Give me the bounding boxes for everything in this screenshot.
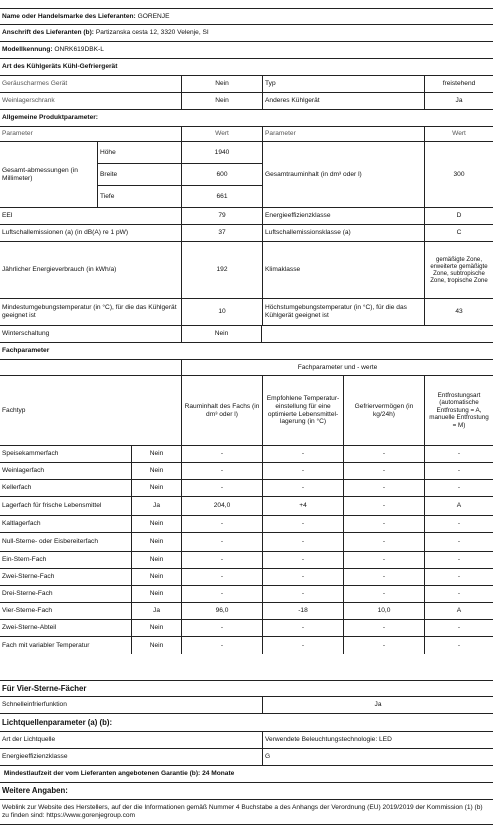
dimension-label: Breite	[97, 164, 181, 185]
type-section-title: Art des Kühlgeräts Kühl-Gefriergerät	[2, 63, 118, 71]
light-type-label: Art der Lichtquelle	[2, 736, 56, 744]
compartment-volume: -	[181, 620, 262, 636]
light-class-value: G	[262, 749, 493, 765]
compartment-volume: -	[181, 480, 262, 496]
compartment-volume: -	[181, 552, 262, 568]
compartment-present: Nein	[131, 480, 181, 496]
further-title: Weitere Angaben:	[2, 786, 68, 796]
eei-row	[0, 207, 493, 224]
compartment-defrost: -	[424, 463, 493, 479]
dimension-row	[97, 185, 262, 207]
compartments-header-row	[0, 375, 493, 445]
general-section-title: Allgemeine Produktparameter:	[2, 114, 99, 122]
value2-header: Wert	[424, 127, 493, 141]
compartment-freeze: -	[343, 586, 424, 602]
climate-label: Klimaklasse	[262, 242, 424, 298]
min-temp-label: Mindestumgebungstemperatur (in °C), für die das Kühlgerät geeignet ist	[2, 304, 177, 319]
compartment-row	[0, 602, 493, 619]
compartment-row	[0, 462, 493, 479]
compartment-volume: -	[181, 569, 262, 585]
value-header: Wert	[181, 127, 262, 141]
compartment-freeze: -	[343, 637, 424, 654]
compartment-row	[0, 496, 493, 515]
compartment-freeze: -	[343, 552, 424, 568]
compartment-present: Ja	[131, 497, 181, 515]
compartment-name: Null-Sterne- oder Eisbereiterfach	[2, 538, 99, 546]
compartment-name: Zwei-Sterne-Abteil	[2, 624, 57, 632]
compartment-defrost: -	[424, 516, 493, 532]
compartment-name: Zwei-Sterne-Fach	[2, 573, 55, 581]
noise-row	[0, 224, 493, 241]
further-text-row	[0, 799, 493, 825]
compartment-temp: -	[262, 480, 343, 496]
light-type-row	[0, 731, 493, 748]
compartment-name: Lagerfach für frische Lebensmittel	[2, 502, 102, 510]
compartment-defrost: A	[424, 497, 493, 515]
light-title-row	[0, 713, 493, 731]
compartment-freeze: 10,0	[343, 603, 424, 619]
compartment-present: Nein	[131, 516, 181, 532]
compartment-present: Nein	[131, 620, 181, 636]
climate-value: gemäßigte Zone, erweiterte gemäßigte Zone, subtropische Zone, tropische Zone	[424, 242, 493, 298]
compartments-title-row	[0, 342, 493, 359]
col-temp-header: Empfohlene Temperatur-einstellung für eine optimierte Lebensmittel-lagerung (in °C)	[262, 376, 343, 445]
compartment-temp: -	[262, 516, 343, 532]
eei-value: 79	[181, 208, 262, 224]
compartment-temp: -	[262, 586, 343, 602]
type-row-value2: Ja	[424, 93, 493, 109]
dimension-row	[97, 141, 262, 163]
dimensions-label: Gesamt-abmessungen (in Millimeter)	[2, 166, 78, 182]
type-row-value2: freistehend	[424, 76, 493, 92]
compartment-row	[0, 445, 493, 462]
light-class-row	[0, 748, 493, 765]
compartment-temp: -	[262, 552, 343, 568]
dimension-value: 661	[181, 186, 262, 207]
compartment-present: Nein	[131, 569, 181, 585]
compartment-row	[0, 619, 493, 636]
supplier-row	[0, 8, 493, 24]
noise-class-label: Luftschallemissionsklasse (a)	[262, 225, 424, 241]
dimension-value: 600	[181, 164, 262, 185]
compartment-temp: -	[262, 463, 343, 479]
winter-row	[0, 325, 493, 342]
four-star-title: Für Vier-Sterne-Fächer	[2, 683, 87, 693]
compartment-name: Fach mit variabler Temperatur	[2, 641, 90, 649]
compartment-present: Nein	[131, 533, 181, 551]
winter-label: Winterschaltung	[2, 330, 50, 338]
compartment-defrost: -	[424, 586, 493, 602]
compartment-freeze: -	[343, 516, 424, 532]
dimension-label: Höhe	[97, 142, 181, 163]
compartment-freeze: -	[343, 446, 424, 462]
compartment-present: Nein	[131, 637, 181, 654]
noise-class-value: C	[424, 225, 493, 241]
type-row-value: Nein	[181, 76, 262, 92]
compartment-defrost: -	[424, 569, 493, 585]
compartment-freeze: -	[343, 569, 424, 585]
type-row-label: Weinlagerschrank	[2, 97, 55, 105]
compartment-defrost: -	[424, 620, 493, 636]
address-value: Partizanska cesta 12, 3320 Velenje, SI	[95, 29, 209, 37]
dimension-value: 1940	[181, 142, 262, 163]
light-title: Lichtquellenparameter (a) (b):	[2, 717, 113, 727]
temperature-row	[0, 298, 493, 325]
compartment-volume: -	[181, 533, 262, 551]
compartment-temp: +4	[262, 497, 343, 515]
compartment-present: Nein	[131, 552, 181, 568]
compartment-name: Weinlagerfach	[2, 467, 45, 475]
energy-class-label: Energieeffizienzklasse	[262, 208, 424, 224]
address-label: Anschrift des Lieferanten (b):	[2, 29, 94, 37]
compartment-row	[0, 532, 493, 551]
compartment-temp: -	[262, 620, 343, 636]
compartment-name: Ein-Stern-Fach	[2, 556, 47, 564]
type-row	[0, 75, 493, 92]
compartment-name: Kaltlagerfach	[2, 520, 41, 528]
eei-label: EEI	[2, 212, 13, 220]
compartments-group-header: Fachparameter und - werte	[181, 360, 493, 375]
type-row-label2: Typ	[262, 76, 424, 92]
compartment-row	[0, 585, 493, 602]
dimension-label: Tiefe	[97, 186, 181, 207]
compartment-name: Drei-Sterne-Fach	[2, 590, 53, 598]
col-volume-header: Rauminhalt des Fachs (in dm³ oder l)	[181, 376, 262, 445]
compartment-present: Ja	[131, 603, 181, 619]
supplier-value: GORENJE	[137, 12, 170, 20]
compartment-row	[0, 515, 493, 532]
model-value: ONRK619DBK-L	[54, 46, 104, 54]
compartment-freeze: -	[343, 620, 424, 636]
compartment-volume: -	[181, 516, 262, 532]
compartment-defrost: -	[424, 533, 493, 551]
compartment-temp: -	[262, 637, 343, 654]
compartment-temp: -	[262, 446, 343, 462]
compartment-present: Nein	[131, 446, 181, 462]
compartment-freeze: -	[343, 480, 424, 496]
further-text: Weblink zur Website des Herstellers, auf der die Informationen gemäß Nummer 4 Buchstabe a des Anhangs der Verordnung (EU) 2019/2019 der Kommission (1) (b) zu finden sind: https://www.gorenjegroup.com	[2, 804, 483, 819]
type-section-title-row	[0, 58, 493, 75]
param2-header: Parameter	[262, 127, 424, 141]
annual-energy-value: 192	[181, 242, 262, 298]
compartment-defrost: A	[424, 603, 493, 619]
compartments-group-row	[0, 359, 493, 375]
annual-energy-label: Jährlicher Energieverbrauch (in kWh/a)	[2, 266, 117, 274]
compartment-present: Nein	[131, 463, 181, 479]
general-header-row	[0, 126, 493, 141]
fast-freeze-row	[0, 696, 493, 713]
further-title-row	[0, 782, 493, 799]
warranty-row	[0, 765, 493, 782]
compartment-volume: 204,0	[181, 497, 262, 515]
compartment-volume: -	[181, 446, 262, 462]
total-volume-label: Gesamtrauminhalt (in dm³ oder l)	[262, 142, 424, 207]
compartment-present: Nein	[131, 586, 181, 602]
noise-label: Luftschallemissionen (a) (in dB(A) re 1 pW)	[2, 229, 129, 237]
compartment-defrost: -	[424, 552, 493, 568]
compartment-row	[0, 551, 493, 568]
compartment-name: Kellerfach	[2, 484, 32, 492]
max-temp-value: 43	[424, 299, 493, 325]
compartment-volume: -	[181, 463, 262, 479]
model-label: Modellkennung:	[2, 46, 53, 54]
fast-freeze-value: Ja	[262, 697, 493, 713]
col-freeze-header: Gefriervermögen (in kg/24h)	[343, 376, 424, 445]
supplier-label: Name oder Handelsmarke des Lieferanten:	[2, 12, 136, 20]
compartment-temp: -	[262, 569, 343, 585]
compartment-freeze: -	[343, 497, 424, 515]
compartment-temp: -18	[262, 603, 343, 619]
col-type-header: Fachtyp	[2, 406, 26, 414]
compartment-freeze: -	[343, 463, 424, 479]
light-type-value: Verwendete Beleuchtungstechnologie: LED	[262, 732, 493, 748]
type-row	[0, 92, 493, 109]
fast-freeze-label: Schnelleinfrierfunktion	[2, 701, 67, 709]
address-row	[0, 24, 493, 41]
model-row	[0, 41, 493, 58]
compartment-temp: -	[262, 533, 343, 551]
compartment-defrost: -	[424, 446, 493, 462]
general-section-title-row	[0, 109, 493, 126]
compartment-row	[0, 479, 493, 496]
type-row-label2: Anderes Kühlgerät	[262, 93, 424, 109]
type-row-value: Nein	[181, 93, 262, 109]
compartment-volume: 96,0	[181, 603, 262, 619]
warranty-label: Mindestlaufzeit der vom Lieferanten angebotenen Garantie (b):	[3, 770, 201, 778]
four-star-title-row	[0, 680, 493, 696]
noise-value: 37	[181, 225, 262, 241]
compartment-defrost: -	[424, 637, 493, 654]
col-defrost-header: Entfrostungsart (automatische Entfrostung = A, manuelle Entfrostung = M)	[424, 376, 493, 445]
compartment-name: Speisekammerfach	[2, 450, 59, 458]
max-temp-label: Höchstumgebungstemperatur (in °C), für die das Kühlgerät geeignet ist	[262, 299, 424, 325]
type-row-label: Geräuscharmes Gerät	[2, 80, 68, 88]
compartment-row	[0, 636, 493, 654]
compartment-volume: -	[181, 637, 262, 654]
winter-value: Nein	[181, 326, 262, 342]
param-header: Parameter	[2, 130, 33, 138]
dimension-row	[97, 163, 262, 185]
compartment-freeze: -	[343, 533, 424, 551]
total-volume-value: 300	[424, 142, 493, 207]
compartment-row	[0, 568, 493, 585]
annual-energy-row	[0, 241, 493, 298]
energy-class-value: D	[424, 208, 493, 224]
compartments-title: Fachparameter	[2, 347, 50, 355]
light-class-label: Energieeffizienzklasse	[2, 753, 68, 761]
compartment-volume: -	[181, 586, 262, 602]
compartment-name: Vier-Sterne-Fach	[2, 607, 53, 615]
compartment-defrost: -	[424, 480, 493, 496]
warranty-value: 24 Monate	[202, 770, 235, 778]
min-temp-value: 10	[181, 299, 262, 325]
